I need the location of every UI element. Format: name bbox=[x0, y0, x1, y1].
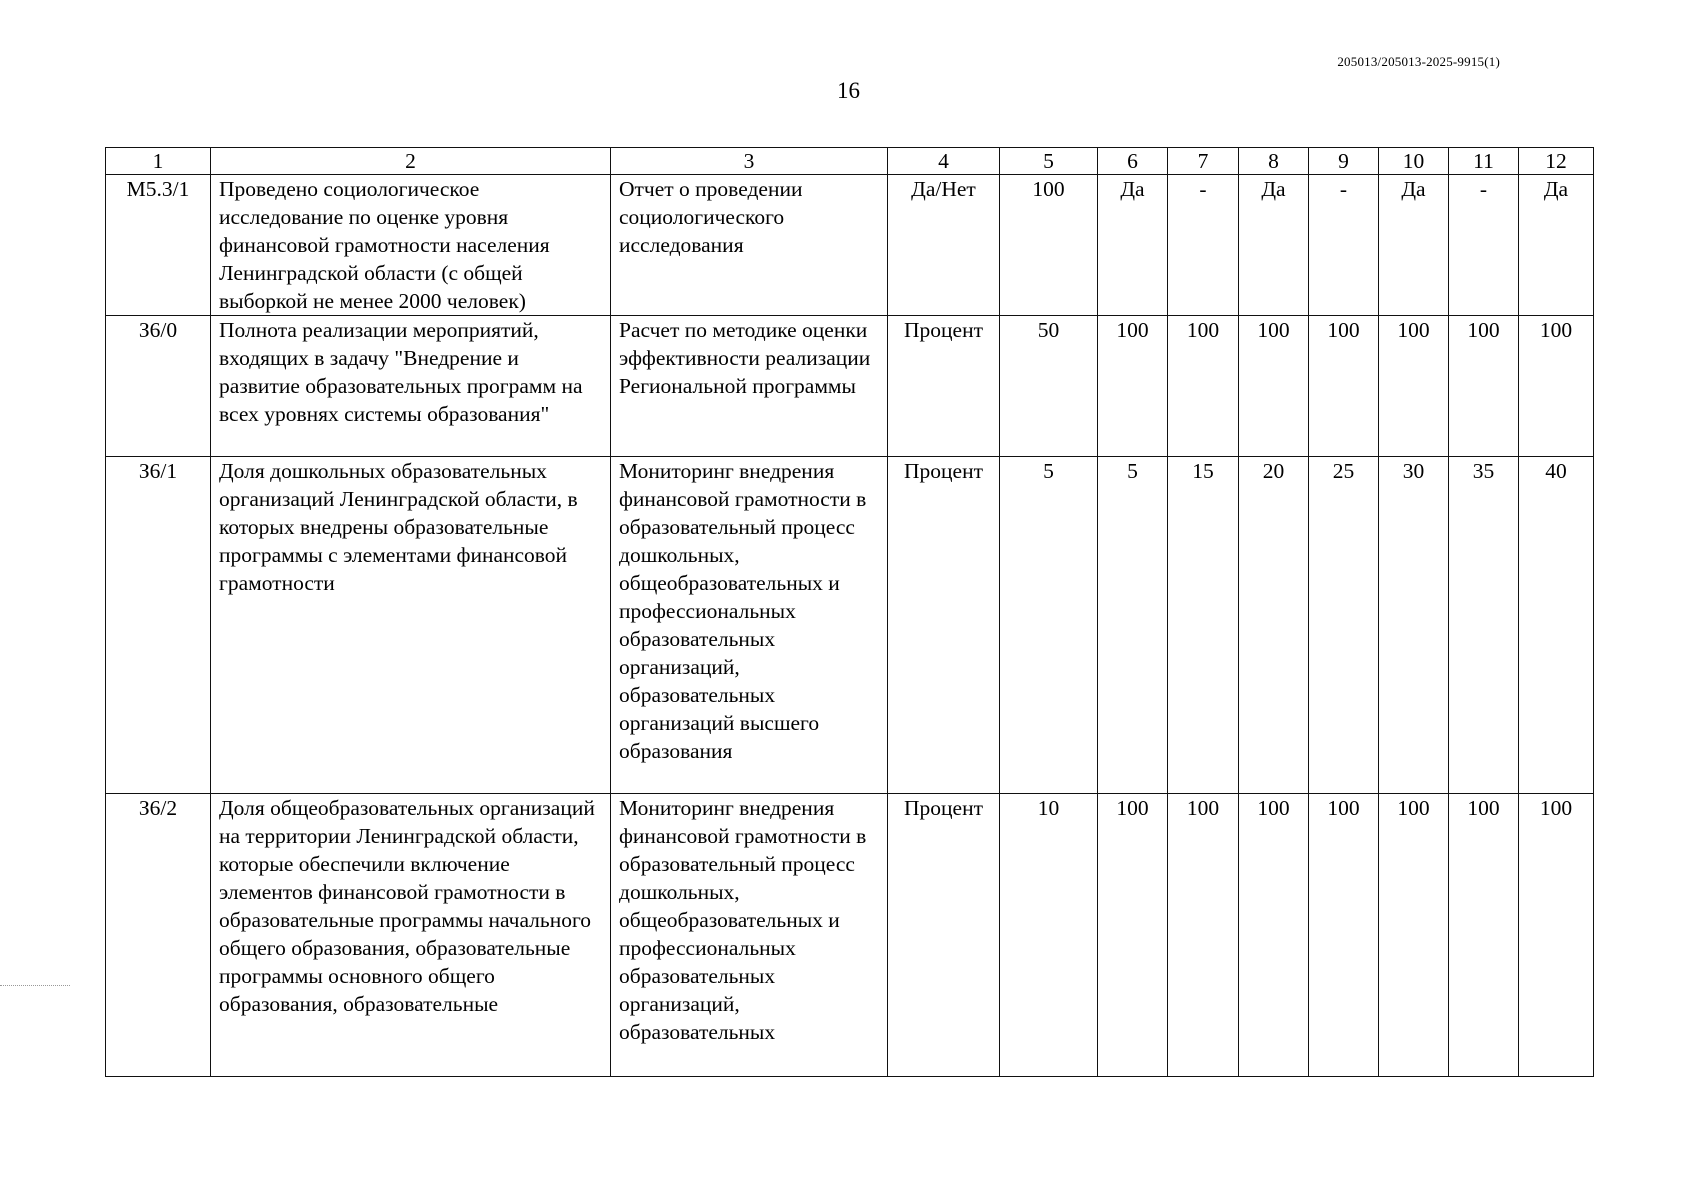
value-cell: 100 bbox=[1239, 794, 1309, 1077]
value-cell: 5 bbox=[1098, 457, 1168, 794]
value-cell: 10 bbox=[1000, 794, 1098, 1077]
document-id: 205013/205013-2025-9915(1) bbox=[1337, 54, 1500, 69]
value-cell: Да bbox=[1098, 175, 1168, 316]
value-cell: 100 bbox=[1098, 794, 1168, 1077]
indicator-id: З6/0 bbox=[106, 316, 211, 457]
value-cell: 50 bbox=[1000, 316, 1098, 457]
value-cell: - bbox=[1449, 175, 1519, 316]
unit: Да/Нет bbox=[888, 175, 1000, 316]
table-header-row bbox=[106, 148, 1594, 175]
value-cell: Да bbox=[1379, 175, 1449, 316]
value-cell: Да bbox=[1519, 175, 1594, 316]
column-number: 9 bbox=[1309, 148, 1379, 175]
column-number: 2 bbox=[211, 148, 611, 175]
value-cell: 100 bbox=[1519, 316, 1594, 457]
table-row bbox=[106, 794, 1594, 1077]
indicators-table bbox=[105, 147, 1594, 1077]
value-cell: 100 bbox=[1309, 316, 1379, 457]
value-cell: - bbox=[1168, 175, 1239, 316]
indicator-name: Проведено социологическое исследование по оценке уровня финансовой грамотности населения Ленинградской области (с общей выборкой не менее 2000 человек) bbox=[211, 175, 611, 316]
scan-artifact bbox=[0, 985, 70, 986]
column-number: 7 bbox=[1168, 148, 1239, 175]
column-number: 12 bbox=[1519, 148, 1594, 175]
unit: Процент bbox=[888, 794, 1000, 1077]
indicator-id: З6/2 bbox=[106, 794, 211, 1077]
value-cell: 100 bbox=[1309, 794, 1379, 1077]
value-cell: Да bbox=[1239, 175, 1309, 316]
value-cell: 100 bbox=[1168, 794, 1239, 1077]
calculation-method: Отчет о проведении социологического исследования bbox=[611, 175, 888, 316]
value-cell: 40 bbox=[1519, 457, 1594, 794]
value-cell: 15 bbox=[1168, 457, 1239, 794]
value-cell: 25 bbox=[1309, 457, 1379, 794]
page-number: 16 bbox=[837, 78, 860, 103]
value-cell: 5 bbox=[1000, 457, 1098, 794]
value-cell: 100 bbox=[1000, 175, 1098, 316]
table-row bbox=[106, 457, 1594, 794]
value-cell: 100 bbox=[1379, 794, 1449, 1077]
value-cell: 20 bbox=[1239, 457, 1309, 794]
unit: Процент bbox=[888, 316, 1000, 457]
value-cell: 100 bbox=[1098, 316, 1168, 457]
indicator-name: Доля общеобразовательных организаций на территории Ленинградской области, которые обеспечили включение элементов финансовой грамотности в образовательные программы начального общего образования, образовательные программы основного общего образования, образовательные bbox=[211, 794, 611, 1077]
value-cell: 100 bbox=[1379, 316, 1449, 457]
column-number: 5 bbox=[1000, 148, 1098, 175]
indicator-name: Доля дошкольных образовательных организаций Ленинградской области, в которых внедрены образовательные программы с элементами финансовой грамотности bbox=[211, 457, 611, 794]
value-cell: 35 bbox=[1449, 457, 1519, 794]
value-cell: 100 bbox=[1449, 316, 1519, 457]
indicator-id: М5.3/1 bbox=[106, 175, 211, 316]
value-cell: 100 bbox=[1239, 316, 1309, 457]
column-number: 3 bbox=[611, 148, 888, 175]
value-cell: 100 bbox=[1449, 794, 1519, 1077]
table-row bbox=[106, 316, 1594, 457]
column-number: 10 bbox=[1379, 148, 1449, 175]
column-number: 6 bbox=[1098, 148, 1168, 175]
calculation-method: Мониторинг внедрения финансовой грамотности в образовательный процесс дошкольных, общеобразовательных и профессиональных образовательных организаций, образовательных bbox=[611, 794, 888, 1077]
calculation-method: Расчет по методике оценки эффективности реализации Региональной программы bbox=[611, 316, 888, 457]
column-number: 11 bbox=[1449, 148, 1519, 175]
unit: Процент bbox=[888, 457, 1000, 794]
table-row bbox=[106, 175, 1594, 316]
indicator-name: Полнота реализации мероприятий, входящих в задачу "Внедрение и развитие образовательных программ на всех уровнях системы образования" bbox=[211, 316, 611, 457]
value-cell: 100 bbox=[1519, 794, 1594, 1077]
indicator-id: З6/1 bbox=[106, 457, 211, 794]
column-number: 4 bbox=[888, 148, 1000, 175]
value-cell: 30 bbox=[1379, 457, 1449, 794]
column-number: 8 bbox=[1239, 148, 1309, 175]
value-cell: - bbox=[1309, 175, 1379, 316]
value-cell: 100 bbox=[1168, 316, 1239, 457]
calculation-method: Мониторинг внедрения финансовой грамотности в образовательный процесс дошкольных, общеобразовательных и профессиональных образовательных организаций, образовательных организаций высшего образования bbox=[611, 457, 888, 794]
column-number: 1 bbox=[106, 148, 211, 175]
